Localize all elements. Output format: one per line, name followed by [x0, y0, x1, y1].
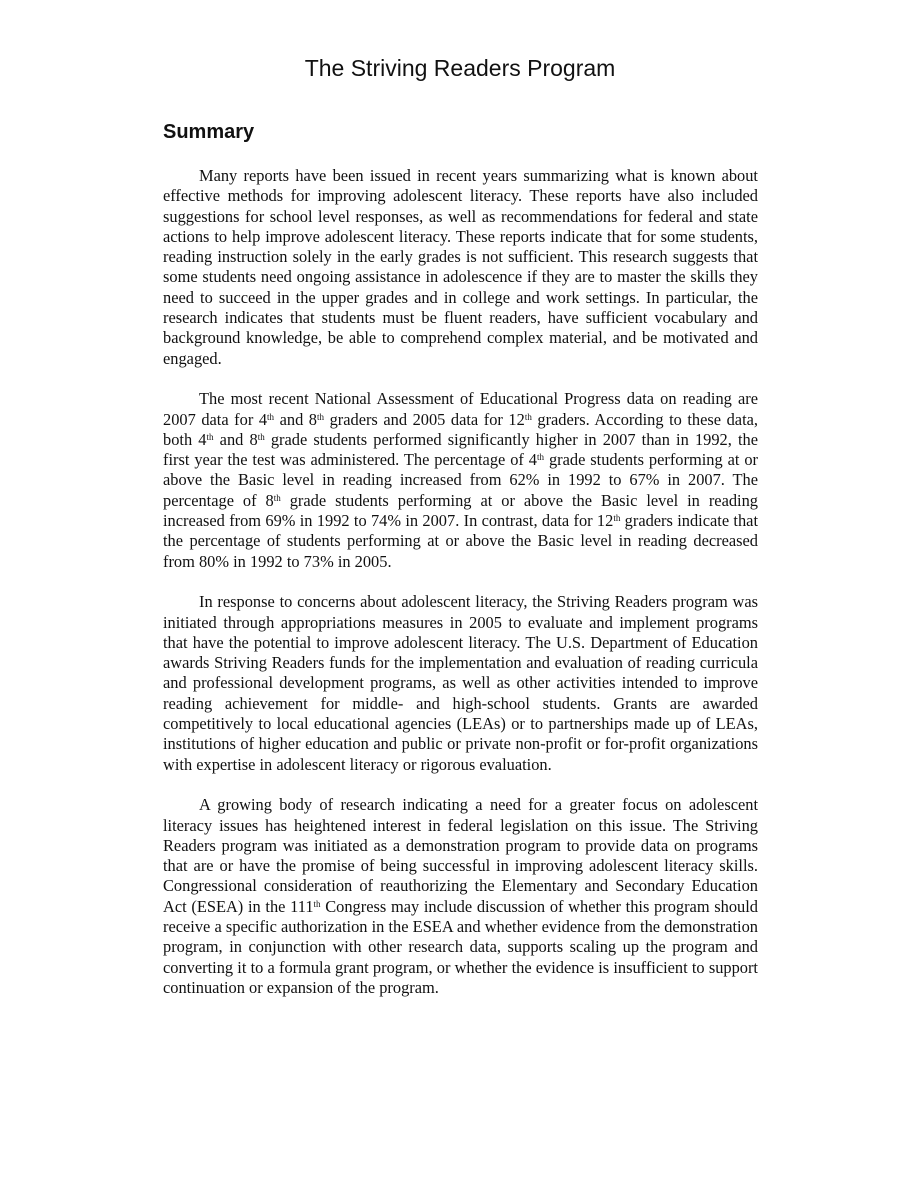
paragraph-4-text: Congress may include discussion of whether this program should receive a specific authorization in the ESEA and whether evidence from the demonstration program, in conjunction with other research data, supports scaling up the program and converting it to a formula grant program, or whether the evidence is insufficient to support continuation or expansion of the program. [163, 896, 758, 997]
paragraph-3-text: In response to concerns about adolescent literacy, the Striving Readers program was initiated through appropriations measures in 2005 to evaluate and implement programs that have the potential to improve adolescent literacy. The U.S. Department of Education awards Striving Readers funds for the implementation and evaluation of reading curricula and professional development programs, as well as other activities intended to improve reading achievement for middle- and high-school students. Grants are awarded competitively to local educational agencies (LEAs) or to partnerships made up of LEAs, institutions of higher education and public or private non-profit or for-profit organizations with expertise in adolescent literacy or rigorous evaluation. [163, 592, 758, 774]
paragraph-2-text: graders and 2005 data for 12 [324, 409, 525, 429]
summary-heading: Summary [163, 121, 255, 143]
paragraph-2-text: and 8 [213, 429, 258, 449]
ordinal-suffix: th [613, 513, 621, 524]
ordinal-suffix: th [267, 411, 275, 422]
paragraph-2-text: graders. According to these data, both 4 [163, 409, 758, 449]
ordinal-suffix: th [257, 431, 265, 442]
paragraph-2-text: grade students performing at or above the Basic level in reading increased from 62% in 1992 to 67% in 2007. The percentage of 8 [163, 450, 758, 510]
ordinal-suffix: th [537, 452, 545, 463]
paragraph-3 [163, 592, 758, 775]
ordinal-suffix: th [273, 492, 281, 503]
summary-body [163, 166, 758, 1018]
paragraph-2-text: graders indicate that the percentage of students performing at or above the Basic level in reading decreased from 80% in 1992 to 73% in 2005. [163, 511, 758, 571]
paragraph-2-text: and 8 [274, 409, 318, 429]
paragraph-4-text: A growing body of research indicating a need for a greater focus on adolescent literacy issues has heightened interest in federal legislation on this issue. The Striving Readers program was initiated as a demonstration program to provide data on programs that are or have the promise of being successful in improving adolescent literacy skills. Congressional consideration of reauthorizing the Elementary and Secondary Education Act (ESEA) in the 111 [163, 795, 758, 916]
paragraph-4 [163, 795, 758, 998]
document-title: The Striving Readers Program [304, 55, 616, 81]
paragraph-2 [163, 389, 758, 572]
paragraph-1-text: Many reports have been issued in recent years summarizing what is known about effective methods for improving adolescent literacy. These reports have also included suggestions for school level responses, as well as recommendations for federal and state actions to help improve adolescent literacy. These reports indicate that for some students, reading instruction solely in the early grades is not sufficient. This research suggests that some students need ongoing assistance in adolescence if they are to master the skills they need to succeed in the upper grades and in college and work settings. In particular, the research indicates that students must be fluent readers, have sufficient vocabulary and background knowledge, be able to comprehend complex material, and be motivated and engaged. [163, 166, 758, 368]
paragraph-2-text: The most recent National Assessment of Educational Progress data on reading are 2007 data for 4 [163, 389, 758, 429]
ordinal-suffix: th [206, 431, 214, 442]
ordinal-suffix: th [317, 411, 325, 422]
paragraph-1 [163, 166, 758, 369]
paragraph-2-text: grade students performing at or above the Basic level in reading increased from 69% in 1992 to 74% in 2007. In contrast, data for 12 [163, 490, 758, 531]
ordinal-suffix: th [313, 898, 321, 909]
ordinal-suffix: th [524, 411, 532, 422]
paragraph-2-text: grade students performed significantly higher in 2007 than in 1992, the first year the test was administered. The percentage of 4 [163, 429, 758, 470]
